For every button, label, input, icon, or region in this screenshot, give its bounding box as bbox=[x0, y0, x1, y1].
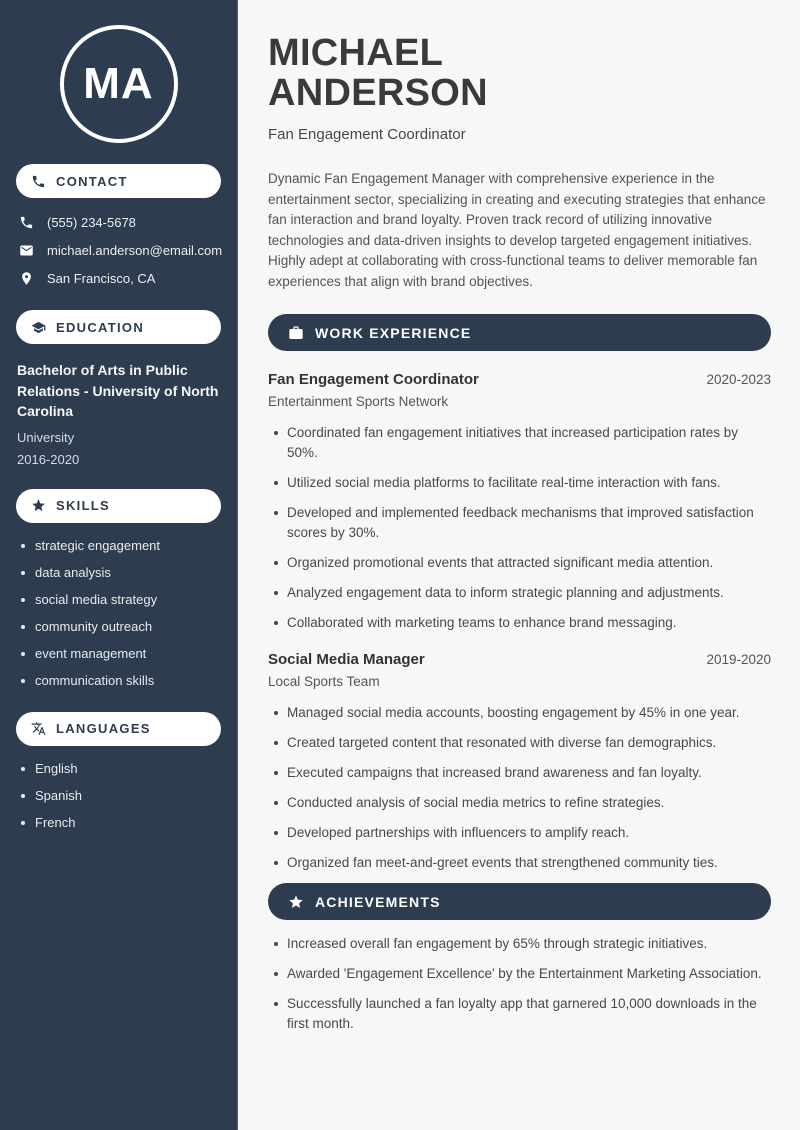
education-entry bbox=[16, 360, 221, 467]
location-pin-icon bbox=[19, 271, 34, 286]
job-bullet: Analyzed engagement data to inform strategic planning and adjustments. bbox=[268, 583, 771, 603]
job-bullet: Conducted analysis of social media metrics to refine strategies. bbox=[268, 793, 771, 813]
contact-email bbox=[16, 243, 221, 258]
profile-summary: Dynamic Fan Engagement Manager with comprehensive experience in the entertainment sector, specializing in creating and executing strategies that enhance fan interaction and brand loyalty. Proven track record of utilizing innovative technologies and data-driven insights to develop targeted engagement initiatives. Highly adept at collaborating with cross-functional teams to deliver memorable fan experiences that align with brand objectives. bbox=[268, 171, 766, 289]
job-bullet: Organized fan meet-and-greet events that strengthened community ties. bbox=[268, 853, 771, 873]
achievement-bullet: Successfully launched a fan loyalty app that garnered 10,000 downloads in the first month. bbox=[268, 994, 771, 1034]
contact-location-value: San Francisco, CA bbox=[47, 271, 156, 286]
skill-item: communication skills bbox=[16, 673, 221, 688]
education-years: 2016-2020 bbox=[17, 451, 80, 467]
education-school: University bbox=[17, 429, 75, 445]
contact-phone-value: (555) 234-5678 bbox=[47, 215, 136, 230]
translate-icon bbox=[31, 721, 46, 736]
job-title: Social Media Manager bbox=[268, 651, 425, 668]
graduation-cap-icon bbox=[31, 320, 46, 335]
skill-item: data analysis bbox=[16, 565, 221, 580]
languages-list bbox=[16, 761, 221, 830]
job-company: Entertainment Sports Network bbox=[268, 394, 449, 409]
achievements-label: ACHIEVEMENTS bbox=[315, 893, 441, 910]
job-company: Local Sports Team bbox=[268, 674, 380, 689]
star-icon bbox=[31, 498, 46, 513]
sidebar bbox=[0, 0, 238, 1130]
job-entry bbox=[268, 651, 771, 873]
job-dates: 2020-2023 bbox=[706, 372, 771, 387]
language-item: English bbox=[16, 761, 221, 776]
email-icon bbox=[19, 243, 34, 258]
job-bullet: Collaborated with marketing teams to enhance brand messaging. bbox=[268, 613, 771, 633]
avatar bbox=[60, 25, 178, 143]
job-bullet: Developed partnerships with influencers to amplify reach. bbox=[268, 823, 771, 843]
contact-section-header bbox=[16, 164, 221, 198]
achievements-list bbox=[268, 934, 771, 1034]
job-dates: 2019-2020 bbox=[706, 652, 771, 667]
skill-item: community outreach bbox=[16, 619, 221, 634]
person-name-line2: ANDERSON bbox=[268, 72, 488, 114]
briefcase-icon bbox=[288, 325, 304, 341]
job-bullet-list bbox=[268, 423, 771, 633]
contact-location bbox=[16, 271, 221, 286]
phone-icon bbox=[31, 174, 46, 189]
job-entry bbox=[268, 371, 771, 633]
contact-list bbox=[16, 215, 221, 286]
job-bullet: Coordinated fan engagement initiatives that increased participation rates by 50%. bbox=[268, 423, 771, 463]
person-title: Fan Engagement Coordinator bbox=[268, 126, 466, 143]
job-title: Fan Engagement Coordinator bbox=[268, 371, 479, 388]
job-bullet: Executed campaigns that increased brand awareness and fan loyalty. bbox=[268, 763, 771, 783]
contact-phone bbox=[16, 215, 221, 230]
education-section-header bbox=[16, 310, 221, 344]
job-bullet: Created targeted content that resonated with diverse fan demographics. bbox=[268, 733, 771, 753]
star-icon bbox=[288, 894, 304, 910]
work-experience-section-header bbox=[268, 314, 771, 351]
person-name bbox=[268, 33, 771, 113]
education-degree: Bachelor of Arts in Public Relations - University of North Carolina bbox=[17, 362, 219, 419]
achievements-section-header bbox=[268, 883, 771, 920]
achievement-bullet: Awarded 'Engagement Excellence' by the Entertainment Marketing Association. bbox=[268, 964, 771, 984]
skill-item: event management bbox=[16, 646, 221, 661]
job-bullet-list bbox=[268, 703, 771, 873]
skills-section-header bbox=[16, 489, 221, 523]
main-content bbox=[238, 0, 800, 1130]
language-item: Spanish bbox=[16, 788, 221, 803]
contact-email-value: michael.anderson@email.com bbox=[47, 243, 223, 258]
languages-section-label: LANGUAGES bbox=[56, 721, 151, 736]
achievement-bullet: Increased overall fan engagement by 65% through strategic initiatives. bbox=[268, 934, 771, 954]
languages-section-header bbox=[16, 712, 221, 746]
language-item: French bbox=[16, 815, 221, 830]
contact-section-label: CONTACT bbox=[56, 173, 128, 189]
work-experience-label: WORK EXPERIENCE bbox=[315, 324, 472, 341]
skills-list bbox=[16, 538, 221, 688]
job-bullet: Developed and implemented feedback mechanisms that improved satisfaction scores by 30%. bbox=[268, 503, 771, 543]
job-header bbox=[268, 651, 771, 668]
skill-item: strategic engagement bbox=[16, 538, 221, 553]
skill-item: social media strategy bbox=[16, 592, 221, 607]
skills-section-label: SKILLS bbox=[56, 498, 111, 513]
job-bullet: Organized promotional events that attracted significant media attention. bbox=[268, 553, 771, 573]
person-name-line1: MICHAEL bbox=[268, 32, 444, 74]
phone-icon bbox=[19, 215, 34, 230]
job-header bbox=[268, 371, 771, 388]
education-section-label: EDUCATION bbox=[56, 319, 145, 335]
job-bullet: Utilized social media platforms to facilitate real-time interaction with fans. bbox=[268, 473, 771, 493]
avatar-initials: MA bbox=[83, 59, 154, 108]
job-bullet: Managed social media accounts, boosting engagement by 45% in one year. bbox=[268, 703, 771, 723]
